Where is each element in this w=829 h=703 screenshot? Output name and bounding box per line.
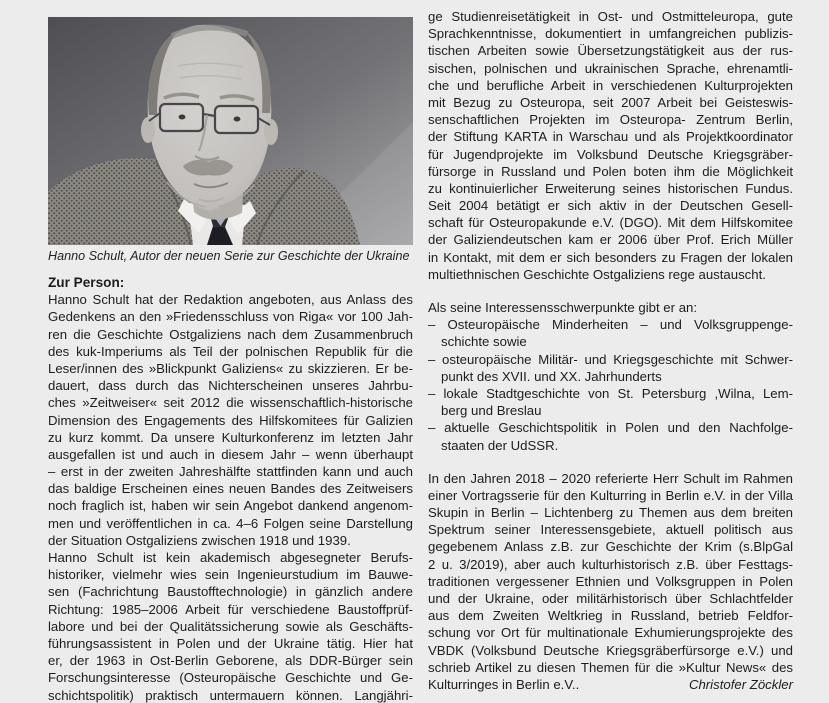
left-column xyxy=(48,17,413,703)
text-line: in Kontakt, mit dem er sich besonders zu Fragen der lokalen xyxy=(428,249,793,265)
interest-list-item xyxy=(428,385,793,419)
text-line: Spektrum seiner Interessensgebiete, aktuell politisch aus xyxy=(428,522,793,538)
text-line: tischen Arbeiten sowie Übersetzungstätigkeit aus der rus- xyxy=(428,43,793,59)
interest-list-item xyxy=(428,316,793,350)
text-line: das baldige Erscheinen eines neuen Bandes des Zeitweisers xyxy=(48,481,413,497)
text-line: schichtspolitik) praktisch untermauern können. Langjähri- xyxy=(48,687,413,703)
text-line: Gedenkens an den »Friedensschluss von Riga« vor 100 Jah- xyxy=(48,309,413,325)
text-line: sischen, polnischen und ukrainischen Sprache, ehrenamtli- xyxy=(428,60,793,76)
text-line: traditionen vergessener Ethnien und Volksgruppen in Polen xyxy=(428,573,793,589)
text-line: ren die Geschichte Ostgaliziens nach dem Zusammenbruch xyxy=(48,326,413,342)
text-line: Skupin in Berlin – Lichtenberg zu Themen aus dem breiten xyxy=(428,505,793,521)
closing-last-line: Kulturringes in Berlin e.V.. xyxy=(428,676,580,692)
text-line: Sprachkenntnisse, dokumentiert in umfangreichen publizis- xyxy=(428,26,793,42)
text-line: che und berufliche Arbeit in verschiedenen Kulturprojekten xyxy=(428,77,793,93)
interest-list-item xyxy=(428,419,793,453)
text-line: punkt des XVII. und XX. Jahrhunderts xyxy=(441,368,662,384)
closing-signature-row xyxy=(428,676,793,693)
author-signature: Christofer Zöckler xyxy=(688,676,793,692)
text-line: mit Bezug zu Osteuropa, seit 2007 Arbeit bei Geisteswis- xyxy=(428,94,793,110)
text-line: der Situation Ostgaliziens zwischen 1918 und 1939. xyxy=(48,532,351,548)
text-line: aus dem Zweiten Weltkrieg in Russland, betrieb Feldfor- xyxy=(428,608,793,624)
text-line: für Jugendprojekte im Volksbund Deutsche Kriegsgräber- xyxy=(428,146,793,162)
text-line: des kuk-Imperiums als Teil der polnischen Republik für die xyxy=(48,343,413,359)
text-line: fürsorge in Russland und Polen boten ihm die Möglichkeit xyxy=(428,163,793,179)
text-line: zu kontinuierlicher Erweiterung seines historischen Fundus. xyxy=(428,180,793,196)
text-line: und der Ukraine, oder militärhistorisch über Schlachtfelder xyxy=(428,591,793,606)
portrait-figure xyxy=(48,17,413,264)
text-line: er, der 1963 in Ost-Berlin Geborene, als DDR-Bürger sein xyxy=(48,653,413,669)
interest-list-item xyxy=(428,351,793,385)
text-line: dauert, dass durch das Nichterscheinen unseres Jahrbu- xyxy=(48,378,413,394)
paragraph-continuation xyxy=(428,8,793,283)
text-line: In den Jahren 2018 – 2020 referierte Herr Schult im Rahmen xyxy=(428,470,793,486)
text-line: – osteuropäische Militär- und Kriegsgeschichte mit Schwer- xyxy=(428,351,793,367)
right-column xyxy=(428,8,793,693)
text-line: schaft für Osteuropakunde e.V. (DGO). Mit dem Hilfskomitee xyxy=(428,215,793,231)
text-line: zu kurz kommt. Da unsere Kulturkonferenz im letzten Jahr xyxy=(48,429,413,445)
text-line: senschaftlichen Projekten im Osteuropa- Zentrum Berlin, xyxy=(428,112,793,128)
text-line: Forschungsinteresse (Osteuropäische Geschichte und Ge- xyxy=(48,670,413,686)
text-line: – lokale Stadtgeschichte von St. Petersburg ,Wilna, Lem- xyxy=(428,385,793,401)
text-line: Seit 2004 betätigt er sich aktiv in der Deutschen Gesell- xyxy=(428,198,793,214)
interests-intro: Als seine Interessensschwerpunkte gibt er an: xyxy=(428,300,698,315)
text-line: multiethnischen Geschichte Ostgaliziens rege austauscht. xyxy=(428,266,766,282)
text-line: Dimension des Engagements des Hilfskomitees für Galizien xyxy=(48,412,413,428)
text-line: VBDK (Volksbund Deutsche Kriegsgräberfürsorge e.V.) und xyxy=(428,642,793,658)
text-line: schichte sowie xyxy=(441,334,527,350)
text-line: führungsassistent in Polen und der Ukraine tätig. Hier hat xyxy=(48,635,413,651)
text-line: ausgefallen ist und auch in diesem Jahr – wenn überhaupt xyxy=(48,446,413,462)
text-line: berg und Breslau xyxy=(441,403,542,419)
text-line: schrieb Artikel zu diesen Themen für die »Kultur News« des xyxy=(428,659,793,675)
paragraph-spacer xyxy=(428,454,793,470)
text-line: noch fraglich ist, haben wir sein Angebot dankend angenom- xyxy=(48,498,413,514)
text-line: Hanno Schult hat der Redaktion angeboten, aus Anlass des xyxy=(48,292,413,308)
paragraph-person-2 xyxy=(48,549,413,703)
text-line: Hanno Schult ist kein akademisch abgesegneter Berufs- xyxy=(48,550,413,566)
portrait-photo xyxy=(48,17,413,245)
text-line: schung vor Ort für multinationale Exhumierungsprojekte des xyxy=(428,625,793,641)
text-line: der Stiftung KARTA in Warschau und als Projektkoordinator xyxy=(428,129,793,145)
text-line: Richtung: 1985–2006 Arbeit für verschiedene Baustoffprüf- xyxy=(48,601,413,617)
paragraph-person-1 xyxy=(48,291,413,549)
paragraph-spacer xyxy=(428,283,793,299)
paragraph-closing xyxy=(428,470,793,676)
text-line: labore und bei der Qualitätssicherung sowie als Geschäfts- xyxy=(48,618,413,634)
text-line: – Osteuropäische Minderheiten – und Volksgruppenge- xyxy=(428,317,793,333)
text-line: staaten der UdSSR. xyxy=(441,437,559,453)
text-line: historiker, vielmehr wies sein Ingenieurstudium im Bauwe- xyxy=(48,567,413,583)
photo-caption: Hanno Schult, Autor der neuen Serie zur Geschichte der Ukraine xyxy=(48,249,410,263)
text-line: ches »Zeitweiser« seit 2012 die wissenschaftlich-historische xyxy=(48,395,413,411)
text-line: gegebenem Anlass z.B. zur Geschichte der Krim (s.BlpGal xyxy=(428,539,793,555)
text-line: ge Studienreisetätigkeit in Ost- und Ostmitteleuropa, gute xyxy=(428,9,793,24)
text-line: einer Vortragsserie für den Kulturring in Berlin e.V. in der Villa xyxy=(428,487,793,503)
text-line: der Galiziendeutschen kam er 2006 über Prof. Erich Müller xyxy=(428,232,793,248)
text-line: sen (Fachrichtung Baustofftechnologie) in gänzlich andere xyxy=(48,584,413,600)
text-line: – aktuelle Geschichtspolitik in Polen und den Nachfolge- xyxy=(428,420,793,436)
text-line: Leser/innen des »Blickpunkt Galiziens« zu skizzieren. Er be- xyxy=(48,360,413,376)
section-heading: Zur Person: xyxy=(48,275,125,290)
interest-list xyxy=(428,316,793,454)
text-line: 2 u. 3/2019), aber auch kulturhistorisch z.B. über Festtags- xyxy=(428,556,793,572)
text-line: – erst in der zweiten Jahreshälfte stattfinden kann und auch xyxy=(48,464,413,480)
text-line: men und veröffentlichen in ca. 4–6 Folgen seine Darstellung xyxy=(48,515,413,531)
